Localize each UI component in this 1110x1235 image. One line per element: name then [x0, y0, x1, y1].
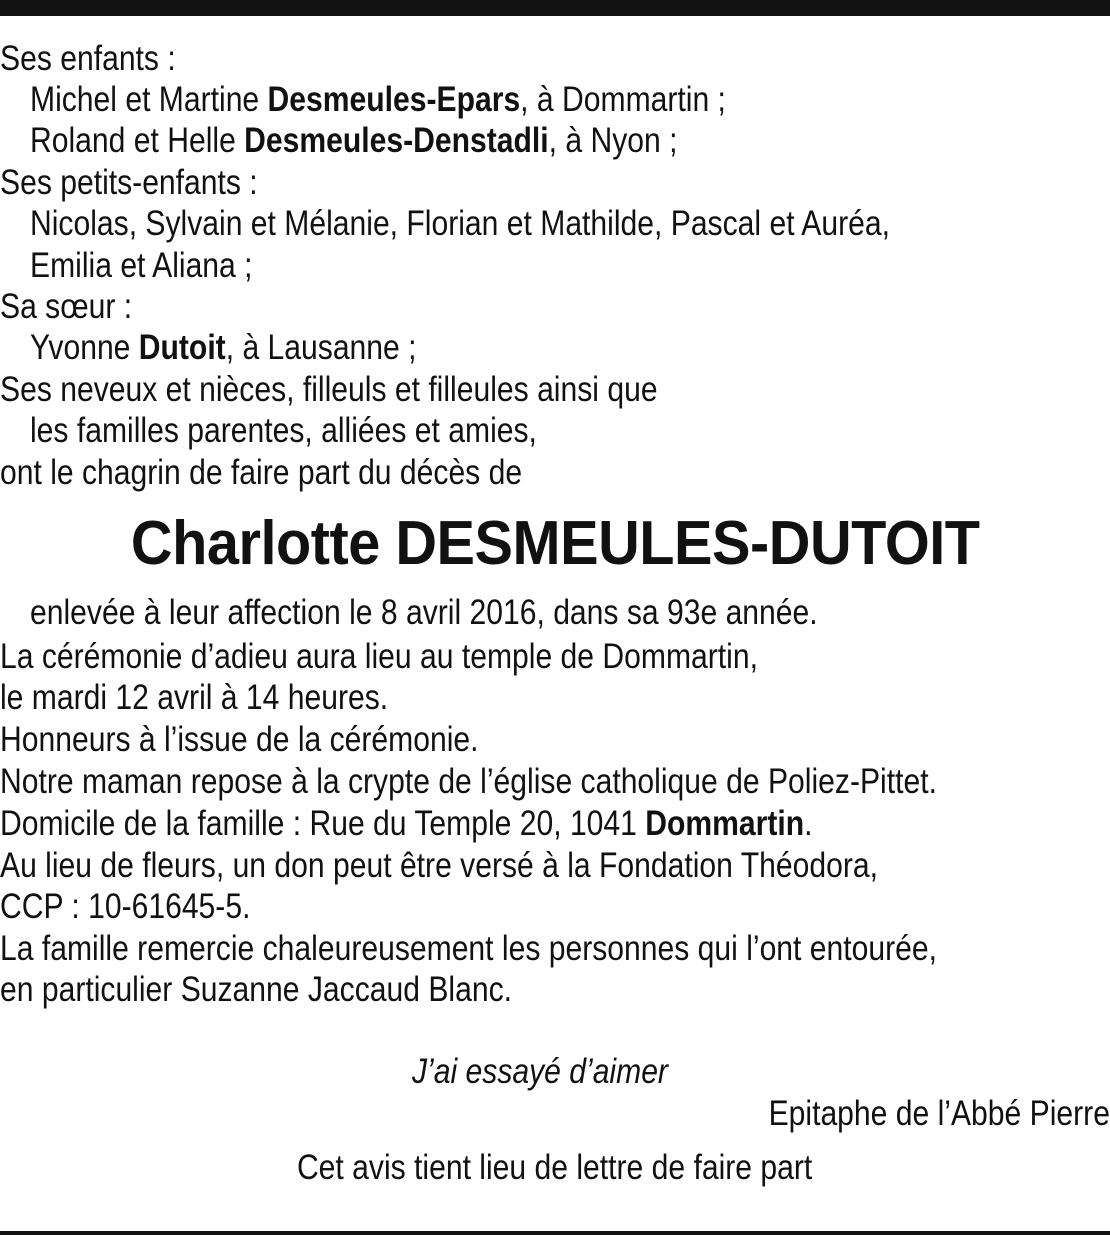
child-line-1 — [30, 79, 726, 121]
passing-line: enlevée à leur affection le 8 avril 2016, dans sa 93e année. — [30, 593, 818, 632]
footer-note-text: Cet avis tient lieu de lettre de faire part — [297, 1148, 813, 1187]
epitaph-quote: J’ai essayé d’aimer — [412, 1052, 668, 1091]
grandchildren-heading: Ses petits-enfants : — [0, 163, 258, 202]
domicile-line — [0, 803, 813, 845]
footer-note — [0, 1147, 1110, 1189]
grandchildren-line-1: Nicolas, Sylvain et Mélanie, Florian et Mathilde, Pascal et Auréa, — [30, 204, 890, 243]
top-border-rule — [0, 0, 1110, 16]
sister-line — [30, 327, 417, 369]
domicile-town: Dommartin — [645, 804, 805, 843]
grandchildren-line-2: Emilia et Aliana ; — [30, 246, 253, 285]
domicile-suffix: . — [804, 804, 813, 843]
relatives-line-2: les familles parentes, alliées et amies, — [30, 411, 537, 450]
child2-suffix: , à Nyon ; — [548, 121, 678, 160]
child1-prefix: Michel et Martine — [30, 80, 268, 119]
donation-line-2: CCP : 10-61645-5. — [0, 887, 251, 926]
sister-suffix: , à Lausanne ; — [225, 328, 417, 367]
deceased-name-heading — [0, 506, 1110, 582]
child2-prefix: Roland et Helle — [30, 121, 245, 160]
thanks-line-1: La famille remercie chaleureusement les personnes qui l’ont entourée, — [0, 929, 937, 968]
child1-suffix: , à Dommartin ; — [520, 80, 726, 119]
children-heading: Ses enfants : — [0, 39, 176, 78]
domicile-prefix: Domicile de la famille : Rue du Temple 20, 1041 — [0, 804, 646, 843]
ceremony-line-2: le mardi 12 avril à 14 heures. — [0, 678, 389, 717]
donation-line-1: Au lieu de fleurs, un don peut être versé à la Fondation Théodora, — [0, 846, 878, 885]
ceremony-line-1: La cérémonie d’adieu aura lieu au temple de Dommartin, — [0, 637, 758, 676]
sister-heading: Sa sœur : — [0, 287, 133, 326]
deceased-name: Charlotte DESMEULES-DUTOIT — [130, 509, 980, 578]
child1-surname: Desmeules-Epars — [267, 80, 521, 119]
child2-surname: Desmeules-Denstadli — [244, 121, 549, 160]
sister-prefix: Yvonne — [30, 328, 139, 367]
relatives-line-1: Ses neveux et nièces, filleuls et filleules ainsi que — [0, 370, 658, 409]
sister-surname: Dutoit — [138, 328, 226, 367]
child-line-2 — [30, 120, 677, 162]
thanks-line-2: en particulier Suzanne Jaccaud Blanc. — [0, 970, 513, 1009]
epitaph-attribution: Epitaphe de l’Abbé Pierre — [768, 1094, 1110, 1133]
honours-line: Honneurs à l’issue de la cérémonie. — [0, 720, 479, 759]
bottom-border-rule — [0, 1231, 1110, 1235]
repose-line: Notre maman repose à la crypte de l’église catholique de Poliez-Pittet. — [0, 762, 937, 801]
announcement-line: ont le chagrin de faire part du décès de — [0, 453, 523, 492]
